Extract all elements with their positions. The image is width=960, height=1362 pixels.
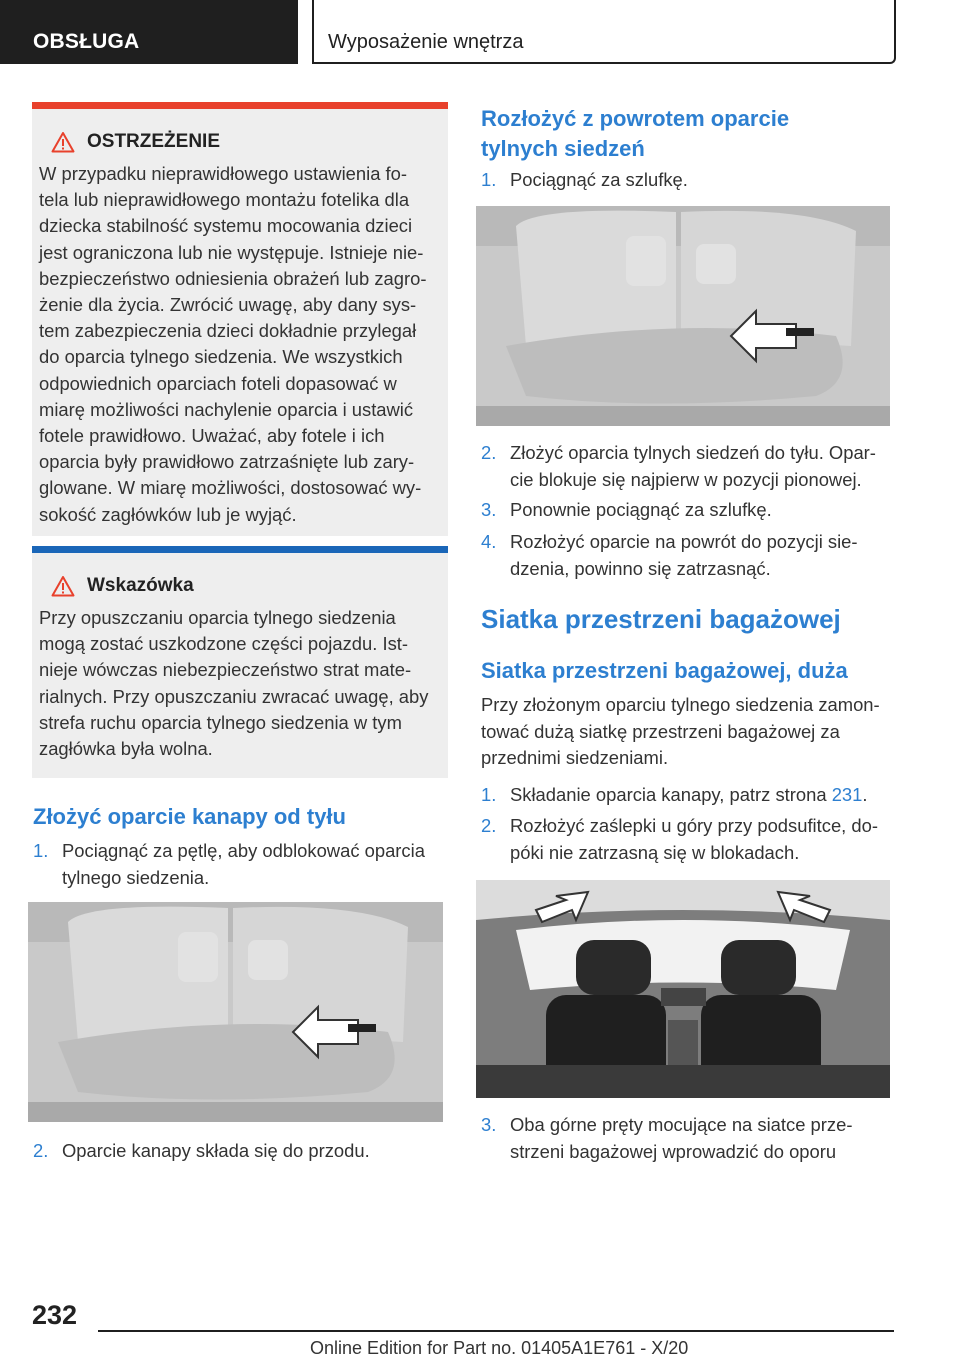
heading-line: tylnych siedzeń [481, 136, 645, 161]
step-line: Rozłożyć zaślepki u góry przy podsufitce, do- [510, 815, 878, 836]
rear-seat-strap-illustration [476, 206, 890, 426]
warning-line: żenie dla życia. Zwrócić uwagę, aby dany sys- [39, 294, 417, 316]
step-line: cie blokuje się najpierw w pozycji pionowej. [510, 468, 862, 490]
warning-line: bezpieczeństwo odniesienia obrażeń lub zagro- [39, 267, 427, 289]
heading-line: Rozłożyć z powrotem oparcie [481, 106, 790, 131]
warning-line: tem zabezpieczenia dzieci dokładnie przylegał [39, 320, 417, 342]
step-line: póki nie zatrzasną się w blokadach. [510, 841, 800, 863]
net-heading: Siatka przestrzeni bagażowej [481, 604, 841, 634]
note-triangle-icon [51, 575, 75, 597]
page-link-231[interactable]: 231 [831, 784, 863, 805]
intro-line: Przy złożonym oparciu tylnego siedzenia zamon- [481, 694, 880, 715]
step-number: 2. [33, 1140, 49, 1161]
step-number: 1. [481, 784, 497, 805]
note-title-text: Wskazówka [87, 575, 194, 596]
unfold-step-1 [481, 167, 893, 194]
step-line: Rozłożyć oparcie na powrót do pozycji sie- [510, 531, 858, 552]
warning-line: sokość zagłówków lub je wyjąć. [39, 503, 297, 525]
step-line [510, 782, 893, 809]
section-tab: OBSŁUGA [0, 0, 298, 64]
step-line: Oparcie kanapy składa się do przodu. [62, 1140, 370, 1161]
intro-line: przednimi siedzeniami. [481, 747, 669, 768]
net-step-1 [481, 782, 893, 809]
warning-line: odpowiednich oparciach foteli dopasować w [39, 372, 397, 394]
note-line: Przy opuszczaniu oparcia tylnego siedzenia [39, 607, 396, 628]
unfold-heading [481, 104, 893, 164]
unfold-step-2 [481, 440, 893, 493]
warning-title-text: OSTRZEŻENIE [87, 131, 221, 152]
net-step-2 [481, 813, 893, 866]
step-number: 3. [481, 1114, 497, 1135]
step-number: 1. [33, 840, 49, 861]
step-line: strzeni bagażowej wprowadzić do oporu [510, 1140, 837, 1162]
fold-step-2 [33, 1138, 445, 1165]
footer-divider [98, 1330, 894, 1332]
step-text: Składanie oparcia kanapy, patrz strona [510, 784, 832, 805]
warning-line: W przypadku nieprawidłowego ustawienia fo- [39, 163, 408, 184]
warning-line: fotele prawidłowo. Uważać, aby fotele i ich [39, 425, 385, 447]
rear-seat-loop-photo [28, 902, 443, 1122]
warning-line: jest ograniczona lub nie występuje. Istnieje nie- [39, 241, 424, 263]
step-number: 4. [481, 531, 497, 552]
step-line: Ponownie pociągnąć za szlufkę. [510, 499, 772, 520]
note-box [32, 546, 448, 778]
unfold-step-4 [481, 529, 893, 582]
warning-line: dziecka stabilność systemu mocowania dzieci [39, 215, 413, 237]
rear-seat-strap-photo [476, 206, 890, 426]
warning-title [51, 131, 436, 153]
warning-box [32, 102, 448, 536]
net-step-3 [481, 1112, 893, 1165]
car-interior-photo [476, 880, 890, 1098]
net-subheading: Siatka przestrzeni bagażowej, duża [481, 658, 848, 683]
step-number: 2. [481, 442, 497, 463]
chapter-title: Wyposażenie wnętrza [312, 0, 896, 64]
step-line: Oba górne pręty mocujące na siatce prze- [510, 1114, 853, 1135]
note-title [51, 575, 436, 597]
warning-text [39, 161, 436, 528]
note-line: nieje wówczas niebezpieczeństwo strat mate- [39, 659, 412, 681]
warning-line: glowane. W miarę możliwości, dostosować wy- [39, 477, 422, 499]
intro-line: tować dużą siatkę przestrzeni bagażowej za [481, 720, 840, 742]
note-line: mogą zostać uszkodzone części pojazdu. Ist- [39, 633, 409, 655]
fold-step-1 [33, 838, 445, 891]
warning-triangle-icon [51, 131, 75, 153]
step-line: tylnego siedzenia. [62, 866, 210, 888]
unfold-step-3 [481, 497, 893, 524]
fold-heading: Złożyć oparcie kanapy od tyłu [33, 804, 346, 829]
step-number: 3. [481, 499, 497, 520]
note-line: strefa ruchu oparcia tylnego siedzenia w tym [39, 711, 402, 733]
step-line: dzenia, powinno się zatrzasnąć. [510, 557, 771, 579]
step-number: 2. [481, 815, 497, 836]
rear-seat-illustration [28, 902, 443, 1122]
page-header [0, 0, 960, 66]
net-intro [481, 692, 893, 772]
step-line: Pociągnąć za pętlę, aby odblokować oparcia [62, 840, 425, 861]
footer-edition: Online Edition for Part no. 01405A1E761 - X/20 [310, 1338, 689, 1358]
warning-line: do oparcia tylnego siedzenia. We wszystkich [39, 346, 403, 368]
step-end: . [862, 784, 868, 805]
step-number: 1. [481, 169, 497, 190]
warning-line: miarę możliwości nachylenie oparcia i ustawić [39, 398, 414, 420]
step-line: Złożyć oparcia tylnych siedzeń do tyłu. Opar- [510, 442, 876, 463]
page-number: 232 [32, 1300, 78, 1330]
note-text [39, 605, 436, 762]
note-line: zagłówka była wolna. [39, 738, 213, 760]
note-line: rialnych. Przy opuszczaniu zwracać uwagę, aby [39, 685, 429, 707]
step-line: Pociągnąć za szlufkę. [510, 169, 688, 190]
warning-line: tela lub nieprawidłowego montażu fotelika dla [39, 189, 410, 211]
car-interior-illustration [476, 880, 890, 1098]
warning-line: oparcia były prawidłowo zatrzaśnięte lub zary- [39, 451, 415, 473]
